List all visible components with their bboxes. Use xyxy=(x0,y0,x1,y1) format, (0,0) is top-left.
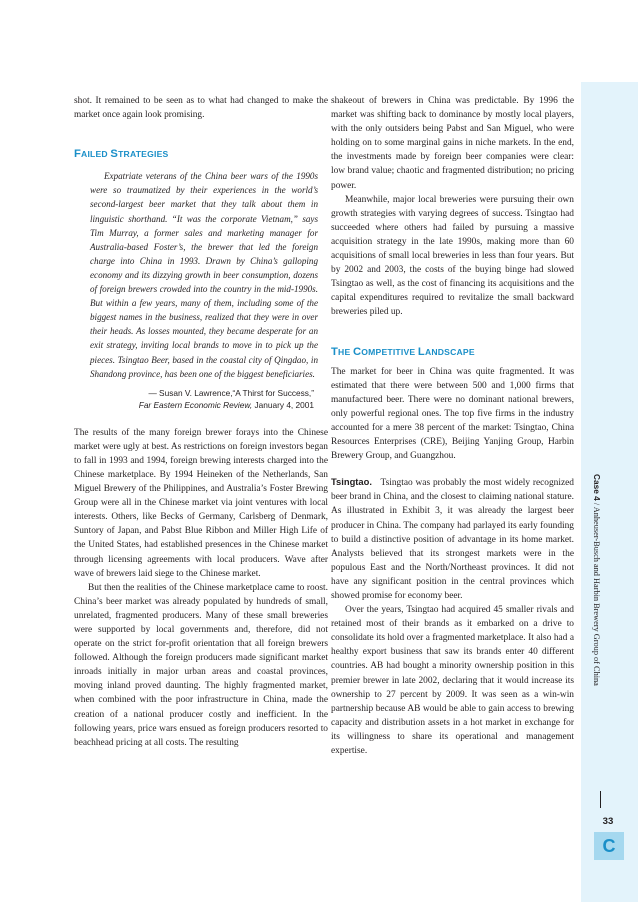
block-quote xyxy=(90,169,318,380)
heading-initial: L xyxy=(417,345,425,358)
body-paragraph: Meanwhile, major local breweries were pursuing their own growth strategies with varying degrees of success. Tsingtao had succeeded where others had failed by pursuing a massive acquisition strategy in the late 1990s, making more than 60 acquisitions of small local breweries in less than four years. But by 2002 and 2003, the costs of the buying binge had slowed Tsingtao as well, as the cost of financing its acquisitions and the capital expenditures required to revitalize the small backward breweries piled up. xyxy=(331,194,574,318)
body-paragraph: But then the realities of the Chinese marketplace came to roost. China’s beer market was already populated by hundreds of small, unrelated, fragmented producers. Many of these small breweries were supported by local governments and, therefore, did not operate on the strict for-profit orientation that all foreign brewers followed. Although the foreign producers made significant market inroads initially in major urban areas and coastal provinces, moving inland proved daunting. The highly fragmented market, when combined with the poor infrastructure in China, made the creation of a national producer costly and inefficient. In the following years, price wars ensued as foreign producers resorted to beachhead pricing at all costs. The resulting xyxy=(74,582,328,748)
intro-paragraph: shot. It remained to be seen as to what had changed to make the market once again look promising. xyxy=(74,96,328,121)
heading-initial: F xyxy=(74,148,82,161)
body-paragraph: shakeout of brewers in China was predictable. By 1996 the market was shifting back to dominance by mostly local players, with the only outsiders being Pabst and San Miguel, who were holding on to some marginal gains in niche markets. In the end, the investments made by foreign beer companies were clear: low brand value; chaotic and fragmented distribution; no pricing power. xyxy=(331,96,574,191)
heading-initial: T xyxy=(331,345,339,358)
runin-heading: Tsingtao. xyxy=(331,476,372,488)
attribution-date: January 4, 2001 xyxy=(252,400,314,411)
heading-smallcaps: TRATEGIES xyxy=(118,149,169,160)
attribution-author: — Susan V. Lawrence,“A Thirst for Success,” xyxy=(148,387,314,398)
body-paragraph: The market for beer in China was quite fragmented. It was estimated that there were between 500 and 1,000 firms that manufactured beer. There were no dominant national brewers, only powerful regional ones. The top five firms in the industry accounted for a mere 38 percent of the market: Tsingtao, China Resources Enterprises (CRE), Beijing Yanjing Group, Harbin Brewery Group, and Guangzhou. xyxy=(331,366,574,462)
heading-failed-strategies xyxy=(74,147,328,161)
body-paragraph: The results of the many foreign brewer forays into the Chinese market were ugly at best. As restrictions on foreign investors began to fall in 1993 and 1994, foreign brewing interests charged into the Chinese marketplace. By 1994 Heineken of the Netherlands, San Miguel Brewery of the Philippines, and Australia’s Foster Brewing Group were all in the Chinese market via joint ventures with local interests. Others, like Becks of Germany, Carlsberg of Denmark, Suntory of Japan, and Pabst Blue Ribbon and Miller High Life of the United States, had established presences in the Chinese market through licensing agreements with local producers. Wave after wave of brewers laid siege to the Chinese market. xyxy=(74,427,328,579)
running-head-rule xyxy=(600,791,601,808)
case-title: Anheuser-Busch and Harbin Brewery Group of China xyxy=(592,506,601,686)
attribution-publication: Far Eastern Economic Review, xyxy=(138,400,253,411)
heading-smallcaps: ANDSCAPE xyxy=(424,346,475,357)
running-head-separator: / xyxy=(592,500,601,507)
heading-smallcaps: OMPETITIVE xyxy=(361,346,418,357)
page-number: 33 xyxy=(602,816,614,827)
left-column xyxy=(74,94,328,750)
heading-initial: S xyxy=(110,148,119,161)
quote-text: Expatriate veterans of the China beer wars of the 1990s were so traumatized by their experiences in the world’s second-largest beer market that they talk about them in linguistic shorthand. “It was the corporate Vietnam,” says Tim Murray, a former sales and marketing manager for Australia-based Foster’s, the brewer that led the foreign charge into China in 1993. Drawn by China’s galloping economy and its dizzying growth in beer consumption, dozens of foreign brewers crowded into the country in the mid-1990s. But within a few years, many of them, including some of the biggest names in the business, realized that they were in over their heads. As losses mounted, they became desperate for an exit strategy, inviting local brands to move in to pick up the pieces. Tsingtao Beer, based in the coastal city of Qingdao, in Shandong province, has been one of the biggest beneficiaries. xyxy=(90,171,318,379)
heading-smallcaps: AILED xyxy=(81,149,111,160)
section-tab: C xyxy=(594,832,624,860)
quote-attribution xyxy=(74,387,314,412)
body-paragraph: Over the years, Tsingtao had acquired 45 smaller rivals and retained most of their brands as it embarked on a drive to consolidate its hold over a fragmented marketplace. It also had a healthy export business that saw its brands enter 40 different countries. AB had bought a minority ownership position in this premier brewer in late 2002, declaring that it would increase its ownership to 27 percent by 2009. It was seen as a win-win partnership because AB would be able to gain access to brewing capacity and distribution assets in a hot market in exchange for its willingness to share its operational and management expertise. xyxy=(331,605,574,757)
heading-smallcaps: HE xyxy=(338,346,353,357)
right-column xyxy=(331,94,574,758)
tsingtao-text: Tsingtao was probably the most widely recognized beer brand in China, and the closest to claiming national stature. As illustrated in Exhibit 3, it was already the largest beer producer in China. The company had parlayed its early founding to build a distinctive position of advantage in its home market. Analysts believed that its strongest markets were in the populous East and the North/Northeast provinces. It did not have any significant position in the central provinces which showed promise for economy beer. xyxy=(331,478,574,601)
heading-initial: C xyxy=(352,345,362,358)
heading-competitive-landscape xyxy=(331,345,574,359)
running-head xyxy=(590,474,603,686)
case-label: Case 4 xyxy=(592,474,602,501)
tsingtao-paragraph xyxy=(331,475,574,603)
